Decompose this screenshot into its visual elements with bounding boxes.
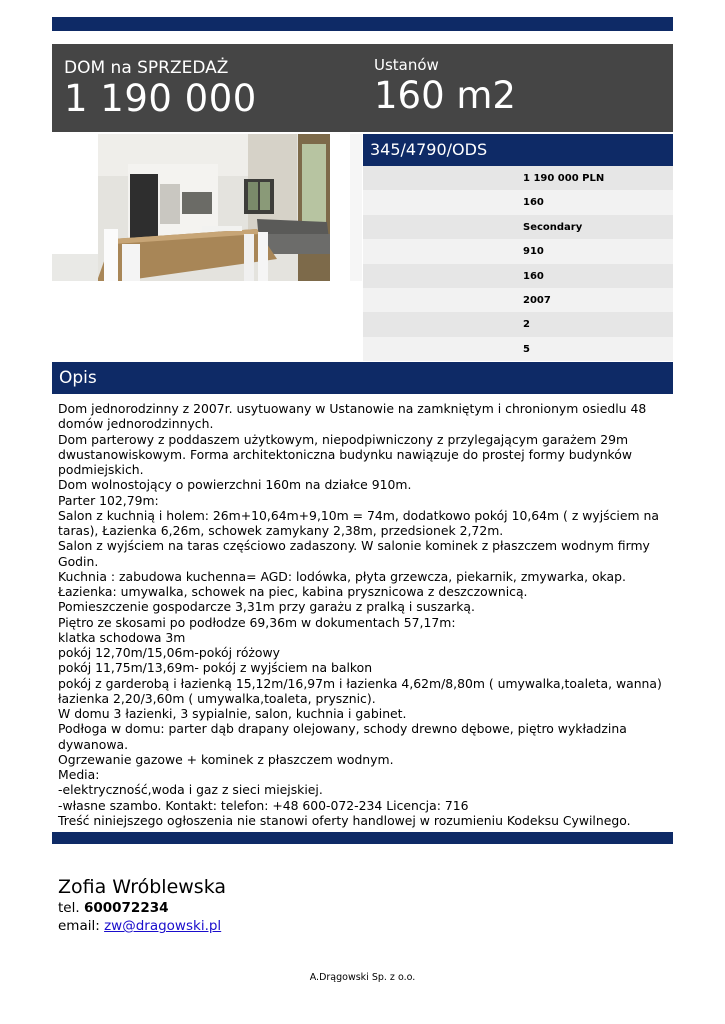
reference-number: 345/4790/ODS bbox=[370, 140, 488, 159]
description-line: dwustanowiskowym. Forma architektoniczna budynku nawiązuje do prostej formy budynków bbox=[58, 446, 632, 462]
detail-row bbox=[363, 166, 673, 190]
offer-type: DOM na SPRZEDAŻ bbox=[64, 58, 229, 78]
detail-value: 2 bbox=[523, 319, 530, 331]
phone-label: tel. bbox=[58, 900, 80, 916]
property-photo bbox=[52, 134, 362, 281]
description-line: domów jednorodzinnych. bbox=[58, 416, 214, 432]
detail-value: 1 190 000 PLN bbox=[523, 173, 605, 184]
description-line: dywanowa. bbox=[58, 736, 129, 752]
detail-value: 910 bbox=[523, 246, 544, 258]
description-line: łazienka 2,20/3,60m ( umywalka,toaleta, prysznic). bbox=[58, 690, 376, 706]
description-line: Pomieszczenie gospodarcze 3,31m przy garażu z pralką i suszarką. bbox=[58, 599, 475, 615]
detail-row bbox=[363, 264, 673, 288]
description-line: Media: bbox=[58, 767, 100, 782]
description-line: pokój 11,75m/13,69m- pokój z wyjściem na balkon bbox=[58, 660, 373, 676]
description-line: pokój z garderobą i łazienką 15,12m/16,97m i łazienka 4,62m/8,80m ( umywalka,toaleta, wanna) bbox=[58, 675, 662, 691]
detail-row bbox=[363, 190, 673, 214]
detail-row bbox=[363, 239, 673, 263]
description-line: pokój 12,70m/15,06m-pokój różowy bbox=[58, 645, 280, 660]
description-line: klatka schodowa 3m bbox=[58, 629, 186, 645]
reference-number-bar bbox=[363, 134, 673, 166]
location: Ustanów bbox=[374, 56, 439, 74]
top-bar bbox=[52, 17, 673, 31]
description-line: Kuchnia : zabudowa kuchenna= AGD: lodówka, płyta grzewcza, piekarnik, zmywarka, okap. bbox=[58, 568, 626, 584]
company-footer: A.Drągowski Sp. z o.o. bbox=[309, 972, 416, 983]
detail-value: 160 bbox=[523, 197, 544, 209]
description-line: Dom jednorodzinny z 2007r. usytuowany w Ustanowie na zamkniętym i chronionym osiedlu 48 bbox=[58, 401, 647, 416]
detail-row bbox=[363, 337, 673, 361]
price-header bbox=[52, 44, 673, 132]
description-heading-bar bbox=[52, 362, 673, 394]
agent-email-line bbox=[58, 917, 226, 935]
description-line: Dom parterowy z poddaszem użytkowym, niepodpiwniczony z przylegającym garażem 29m bbox=[58, 431, 629, 447]
agent-phone-line bbox=[58, 899, 226, 917]
description-line: Podłoga w domu: parter dąb drapany olejowany, schody drewno dębowe, piętro wykładzina bbox=[58, 721, 627, 737]
description-heading: Opis bbox=[59, 368, 97, 388]
agent-email-link[interactable]: zw@dragowski.pl bbox=[104, 918, 222, 934]
description-line: taras), Łazienka 6,26m, schowek zamykany 2,38m, przedsionek 2,72m. bbox=[58, 523, 504, 538]
email-label: email: bbox=[58, 918, 100, 934]
description-line: Salon z kuchnią i holem: 26m+10,64m+9,10m = 74m, dodatkowo pokój 10,64m ( z wyjściem na bbox=[58, 507, 659, 523]
description-line: -elektryczność,woda i gaz z sieci miejskiej. bbox=[58, 782, 323, 798]
agent-contact bbox=[58, 875, 226, 935]
agent-phone: 600072234 bbox=[83, 900, 169, 916]
description-text bbox=[58, 401, 666, 828]
description-line: Salon z wyjściem na taras częściowo zadaszony. W salonie kominek z płaszczem wodnym firmy bbox=[58, 538, 650, 554]
description-line: Łazienka: umywalka, schowek na piec, kabina prysznicowa z deszczownicą. bbox=[58, 584, 528, 599]
detail-row bbox=[363, 312, 673, 336]
description-line: podmiejskich. bbox=[58, 462, 144, 477]
price-value: 1 190 000 bbox=[64, 77, 257, 120]
detail-value: 5 bbox=[523, 343, 530, 355]
description-line: Dom wolnostojący o powierzchni 160m na działce 910m. bbox=[58, 477, 412, 493]
description-line: -własne szambo. Kontakt: telefon: +48 600-072-234 Licencja: 716 bbox=[58, 797, 469, 813]
description-line: Parter 102,79m: bbox=[58, 492, 159, 508]
detail-row bbox=[363, 215, 673, 239]
detail-value: 160 bbox=[523, 270, 544, 282]
agent-name: Zofia Wróblewska bbox=[58, 876, 227, 898]
description-line: W domu 3 łazienki, 3 sypialnie, salon, kuchnia i gabinet. bbox=[58, 706, 407, 721]
detail-row bbox=[363, 288, 673, 312]
bottom-bar bbox=[52, 832, 673, 844]
description-line: Piętro ze skosami po podłodze 69,36m w dokumentach 57,17m: bbox=[58, 614, 456, 630]
area-value: 160 m2 bbox=[374, 74, 516, 117]
description-line: Godin. bbox=[58, 553, 99, 569]
detail-value: Secondary bbox=[523, 221, 583, 233]
description-line: Ogrzewanie gazowe + kominek z płaszczem wodnym. bbox=[58, 751, 394, 767]
detail-value: 2007 bbox=[523, 294, 551, 306]
details-table bbox=[363, 166, 673, 361]
description-line: Treść niniejszego ogłoszenia nie stanowi oferty handlowej w rozumieniu Kodeksu Cywilnego. bbox=[58, 812, 631, 828]
